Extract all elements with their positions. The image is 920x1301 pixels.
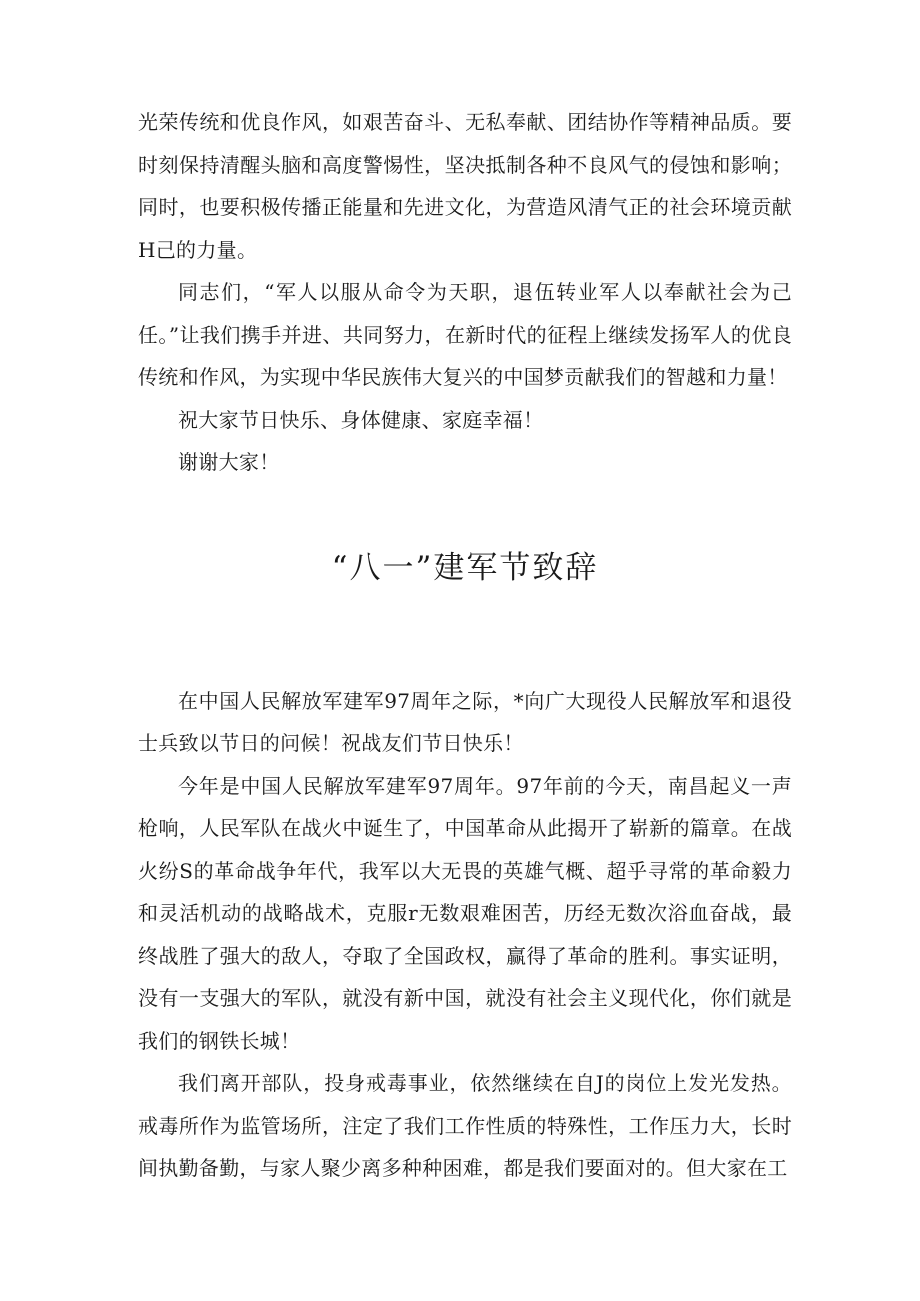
paragraph-history: 今年是中国人民解放军建军97周年。97年前的今天，南昌起义一声枪响，人民军队在战火中诞生了，中国革命从此揭开了崭新的篇章。在战火纷S的革命战争年代，我军以大无畏的英雄气概、超乎寻常的革命毅力和灵活机动的战略战术，克服r无数艰难困苦，历经无数次浴血奋战，最终战胜了强大的敌人，夺取了全国政权，赢得了革命的胜利。事实证明，没有一支强大的军队，就没有新中国，就没有社会主义现代化，你们就是我们的钢铁长城！ [138, 773, 792, 1053]
paragraph-previous-speech-thanks: 谢谢大家！ [178, 450, 280, 474]
speech-title: “八一”建军节致辞 [331, 549, 599, 586]
paragraph-previous-speech-closing: 光荣传统和优良作风，如艰苦奋斗、无私奉献、团结协作等精神品质。要时刻保持清醒头脑和高度警惕性，坚决抵制各种不良风气的侵蚀和影响；同时，也要积极传播正能量和先进文化，为营造风清气正的社会环境贡献H己的力量。 [138, 110, 792, 262]
paragraph-greeting: 在中国人民解放军建军97周年之际，*向广大现役人民解放军和退役士兵致以节日的问候！祝战友们节日快乐！ [138, 688, 792, 755]
paragraph-work: 我们离开部队，投身戒毒事业，依然继续在自J的岗位上发光发热。戒毒所作为监管场所，注定了我们工作性质的特殊性，工作压力大，长时间执勤备勤，与家人聚少离多种种困难，都是我们要面对的。但大家在工 [138, 1071, 792, 1180]
paragraph-previous-speech-call: 同志们，“军人以服从命令为天职，退伍转业军人以奉献社会为己任。”让我们携手并进、共同努力，在新时代的征程上继续发扬军人的优良传统和作风，为实现中华民族伟大复兴的中国梦贡献我们的智越和力量！ [138, 280, 792, 389]
paragraph-previous-speech-wishes: 祝大家节日快乐、身体健康、家庭幸福！ [178, 407, 544, 432]
title-spacing [138, 592, 792, 680]
